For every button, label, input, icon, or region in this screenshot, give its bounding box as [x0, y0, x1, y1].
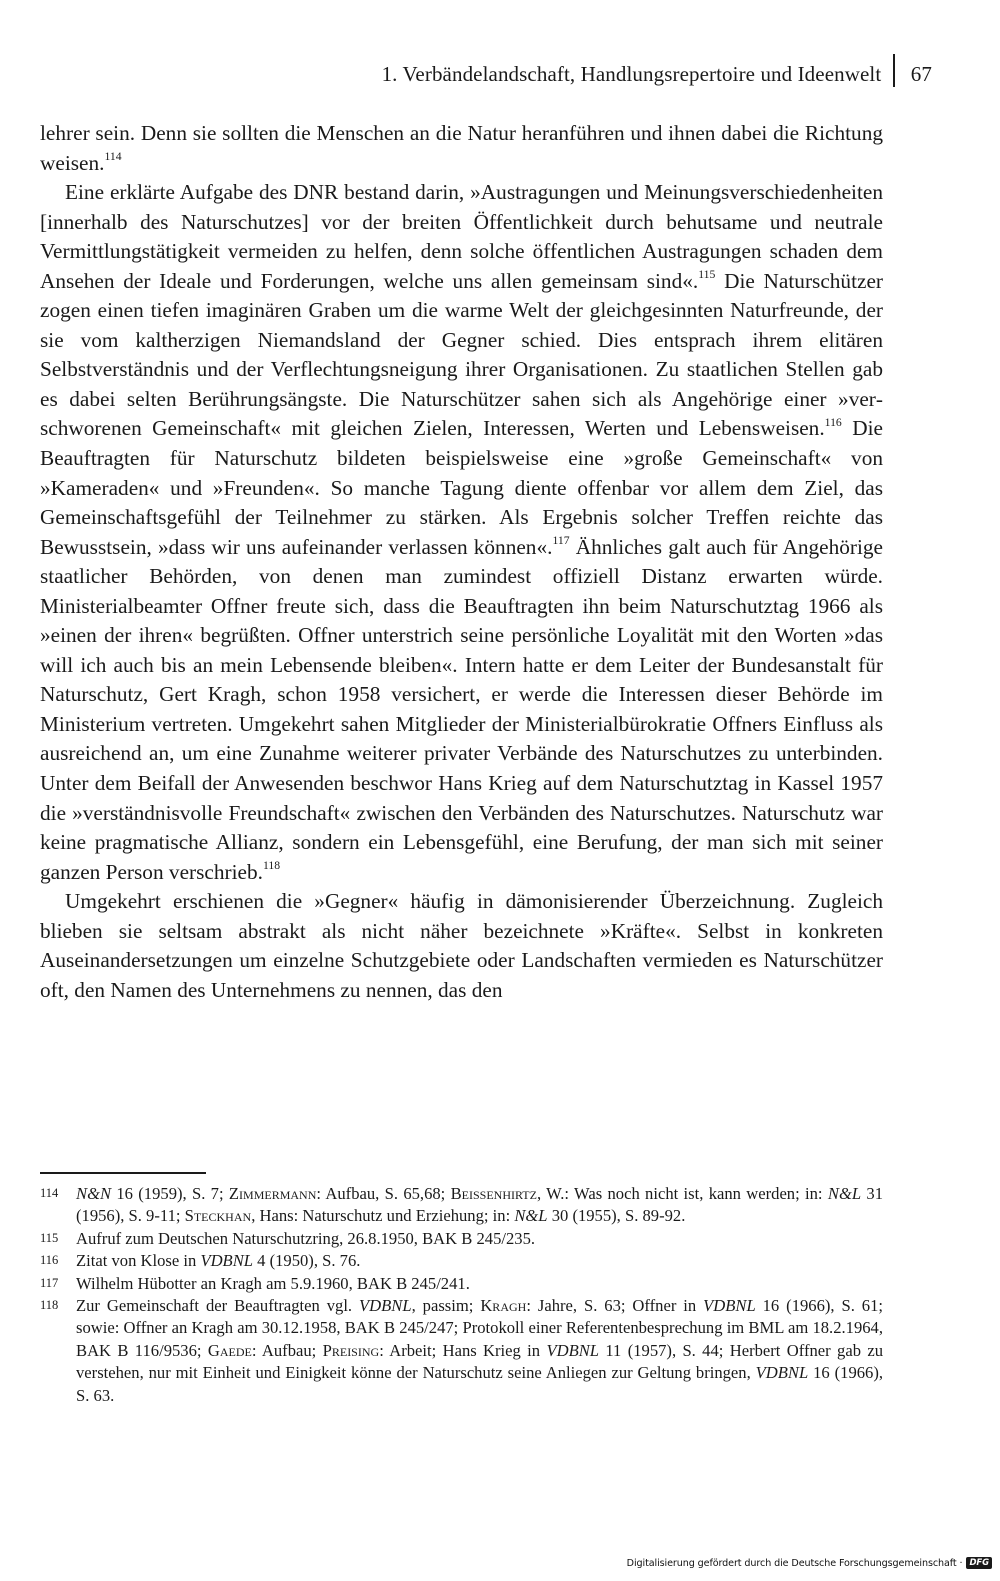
italic-text: N&L [827, 1184, 862, 1203]
credit-text: Digitalisierung gefördert durch die Deutsche Forschungsgemeinschaft · [626, 1557, 963, 1569]
text-run: Umgekehrt erschienen die »Gegner« häufig in dämonisierender Überzeichnung. Zugleich blieben sie seltsam abstrakt als nicht näher bezeichnete »Kräfte«. Selbst in konkreten Auseinandersetzungen um einzelne Schutzgebiete oder Landschaften vermieden es Naturschützer oft, den Namen des Unternehmens zu nennen, das den [40, 889, 883, 1002]
text-run: lehrer sein. Denn sie sollten die Menschen an die Natur heranführen und ihnen dabei die Richtung weisen. [40, 121, 883, 175]
footnote-number: 115 [40, 1230, 59, 1245]
author-name: Steckhan [184, 1206, 252, 1226]
running-head [300, 58, 932, 91]
footnote-reference: 114 [104, 149, 122, 163]
italic-text: VDBNL [546, 1340, 600, 1360]
text-run: : Jahre, S. 63; Offner in [526, 1296, 704, 1316]
text-run: Zitat von Klose in [76, 1251, 201, 1271]
running-title: 1. Verbändelandschaft, Handlungsrepertoire und Ideenwelt [381, 62, 882, 86]
digitization-credit [627, 1557, 992, 1569]
footnote [40, 1228, 883, 1250]
text-run: : Aufbau; [251, 1340, 323, 1360]
italic-text: VDBNL [359, 1296, 412, 1316]
author-name: Kragh [480, 1296, 527, 1316]
text-run: 11 (1957), S. 44; Herbert Offner gab zu verstehen, nur mit Einheit und Einigkeit könne der Naturschutz seine Anliegen zur Geltung bringen, [76, 1340, 884, 1383]
footnotes [40, 1183, 883, 1407]
dfg-logo: DFG [966, 1557, 992, 1569]
text-run: 30 (1955), S. 89-92. [547, 1206, 686, 1226]
paragraph [40, 178, 883, 887]
italic-text: VDBNL [703, 1296, 756, 1316]
footnote-reference: 118 [262, 858, 281, 872]
text-run: , passim; [411, 1296, 481, 1316]
text-run: 31 (1956), S. 9-11; [76, 1184, 884, 1226]
text-run: , W.: Was noch nicht ist, kann werden; in: [536, 1184, 828, 1203]
footnote-text [76, 1273, 883, 1295]
italic-text: N&L [514, 1206, 548, 1226]
text-run: 16 (1966), S. 63. [76, 1363, 884, 1405]
footnote-text [76, 1183, 883, 1228]
author-name: Zimmermann [228, 1184, 317, 1203]
footnote-reference: 117 [552, 533, 570, 547]
author-name: Preising [322, 1340, 380, 1360]
text-run: : Arbeit; Hans Krieg in [379, 1340, 547, 1360]
italic-text: VDBNL [200, 1251, 253, 1271]
body-text [40, 119, 883, 1005]
paragraph [40, 119, 883, 178]
footnote-number: 118 [40, 1298, 59, 1313]
italic-text: N&N [76, 1184, 112, 1203]
page-number: 67 [910, 62, 932, 86]
footnote [40, 1183, 883, 1228]
text-run: : Aufbau, S. 65,68; [316, 1184, 451, 1203]
text-run: Wilhelm Hübotter an Kragh am 5.9.1960, BAK B 245/241. [76, 1273, 470, 1293]
footnote-text [76, 1250, 883, 1272]
footnote-number: 116 [40, 1253, 59, 1268]
text-run: Ähnliches galt auch für Angehörige staatlicher Behörden, von denen man zumindest offiziell Distanz erwarten würde. Ministerialbeamter Offner freute sich, dass die Beauftragten ihn beim Naturschutztag 1966 als »einen der ihren« begrüßten. Offner unterstrich seine persönliche Loyalität mit den Worten »das will ich auch bis an mein Lebensende bleiben«. Intern hatte er dem Leiter der Bundesanstalt für Naturschutz, Gert Kragh, schon 1958 versichert, er werde die Interessen dieser Behörde im Ministerium vertreten. Umgekehrt sahen Mitglieder der Ministerialbürokratie Offners Einfluss als ausreichend an, um eine Zunahme weiterer privater Verbände des Naturschutzes zu unterbinden. Unter dem Beifall der Anwesenden beschwor Hans Krieg auf dem Naturschutztag in Kassel 1957 die »verständnisvolle Freundschaft« zwischen den Verbänden des Naturschutzes. Naturschutz war keine pragmatische Allianz, sondern ein Lebensgefühl, eine Berufung, der man sich mit seiner ganzen Person verschrieb. [40, 534, 883, 884]
text-run: , Hans: Naturschutz und Erziehung; in: [251, 1206, 515, 1226]
footnote [40, 1273, 883, 1295]
footnote-rule [40, 1172, 206, 1174]
italic-text: VDBNL [755, 1363, 809, 1383]
footnote-text [76, 1228, 883, 1250]
footnote-number: 114 [40, 1186, 59, 1200]
footnote [40, 1250, 883, 1272]
footnote-reference: 115 [698, 267, 716, 281]
text-run: Eine erklärte Aufgabe des DNR bestand darin, »Austragungen und Meinungsverschiedenheiten [innerhalb des Naturschutzes] vor der breiten Öffentlichkeit durch behutsame und neutrale Vermittlungstätigkeit vermeiden zu helfen, denn solche öffentlichen Austragungen schaden dem Ansehen der Ideale und Forderungen, welche uns allen gemeinsam sind«. [40, 180, 883, 293]
text-run: Aufruf zum Deutschen Naturschutzring, 26.8.1950, BAK B 245/235. [76, 1228, 536, 1248]
text-run: Die Naturschützer zogen einen tiefen imaginären Graben um die warme Welt der gleichgesinnten Naturfreunde, der sie vom kaltherzigen Niemandsland der Gegner schied. Dies entsprach ihrem elitären Selbstverständnis und der Verflechtungsneigung ihrer Organisationen. Zu staatlichen Stellen gab es dabei selten Berührungsängste. Die Naturschützer sahen sich als Angehörige einer »verschworenen Gemeinschaft« mit gleichen Zielen, Interessen, Werten und Lebensweisen. [40, 268, 883, 441]
author-name: Gaede [207, 1340, 252, 1360]
text-run: 4 (1950), S. 76. [253, 1251, 361, 1271]
text-run: 16 (1966), S. 61; sowie: Offner an Kragh am 30.12.1958, BAK B 245/247; Protokoll einer Referentenbesprechung im BML am 18.2.1964, BAK B 116/9536; [76, 1296, 884, 1360]
paragraph [40, 887, 883, 1005]
text-run: Zur Gemeinschaft der Beauftragten vgl. [76, 1296, 360, 1316]
footnote-text [76, 1295, 883, 1407]
text-run: 16 (1959), S. 7; [111, 1184, 229, 1203]
footnote-number: 117 [40, 1275, 59, 1290]
author-name: Beissenhirtz [450, 1184, 537, 1203]
text-run: Die Beauftragten für Naturschutz bildeten beispielsweise eine »große Gemeinschaft« von »Kameraden« und »Freunden«. So manche Tagung diente offenbar vor allem dem Ziel, das Gemeinschaftsgefühl der Teilnehmer zu stärken. Als Ergebnis solcher Treffen reichte das Bewusstsein, »dass wir uns aufeinander verlassen können«. [40, 416, 883, 559]
footnote-reference: 116 [824, 415, 842, 429]
header-separator [893, 54, 895, 87]
footnote [40, 1295, 883, 1407]
